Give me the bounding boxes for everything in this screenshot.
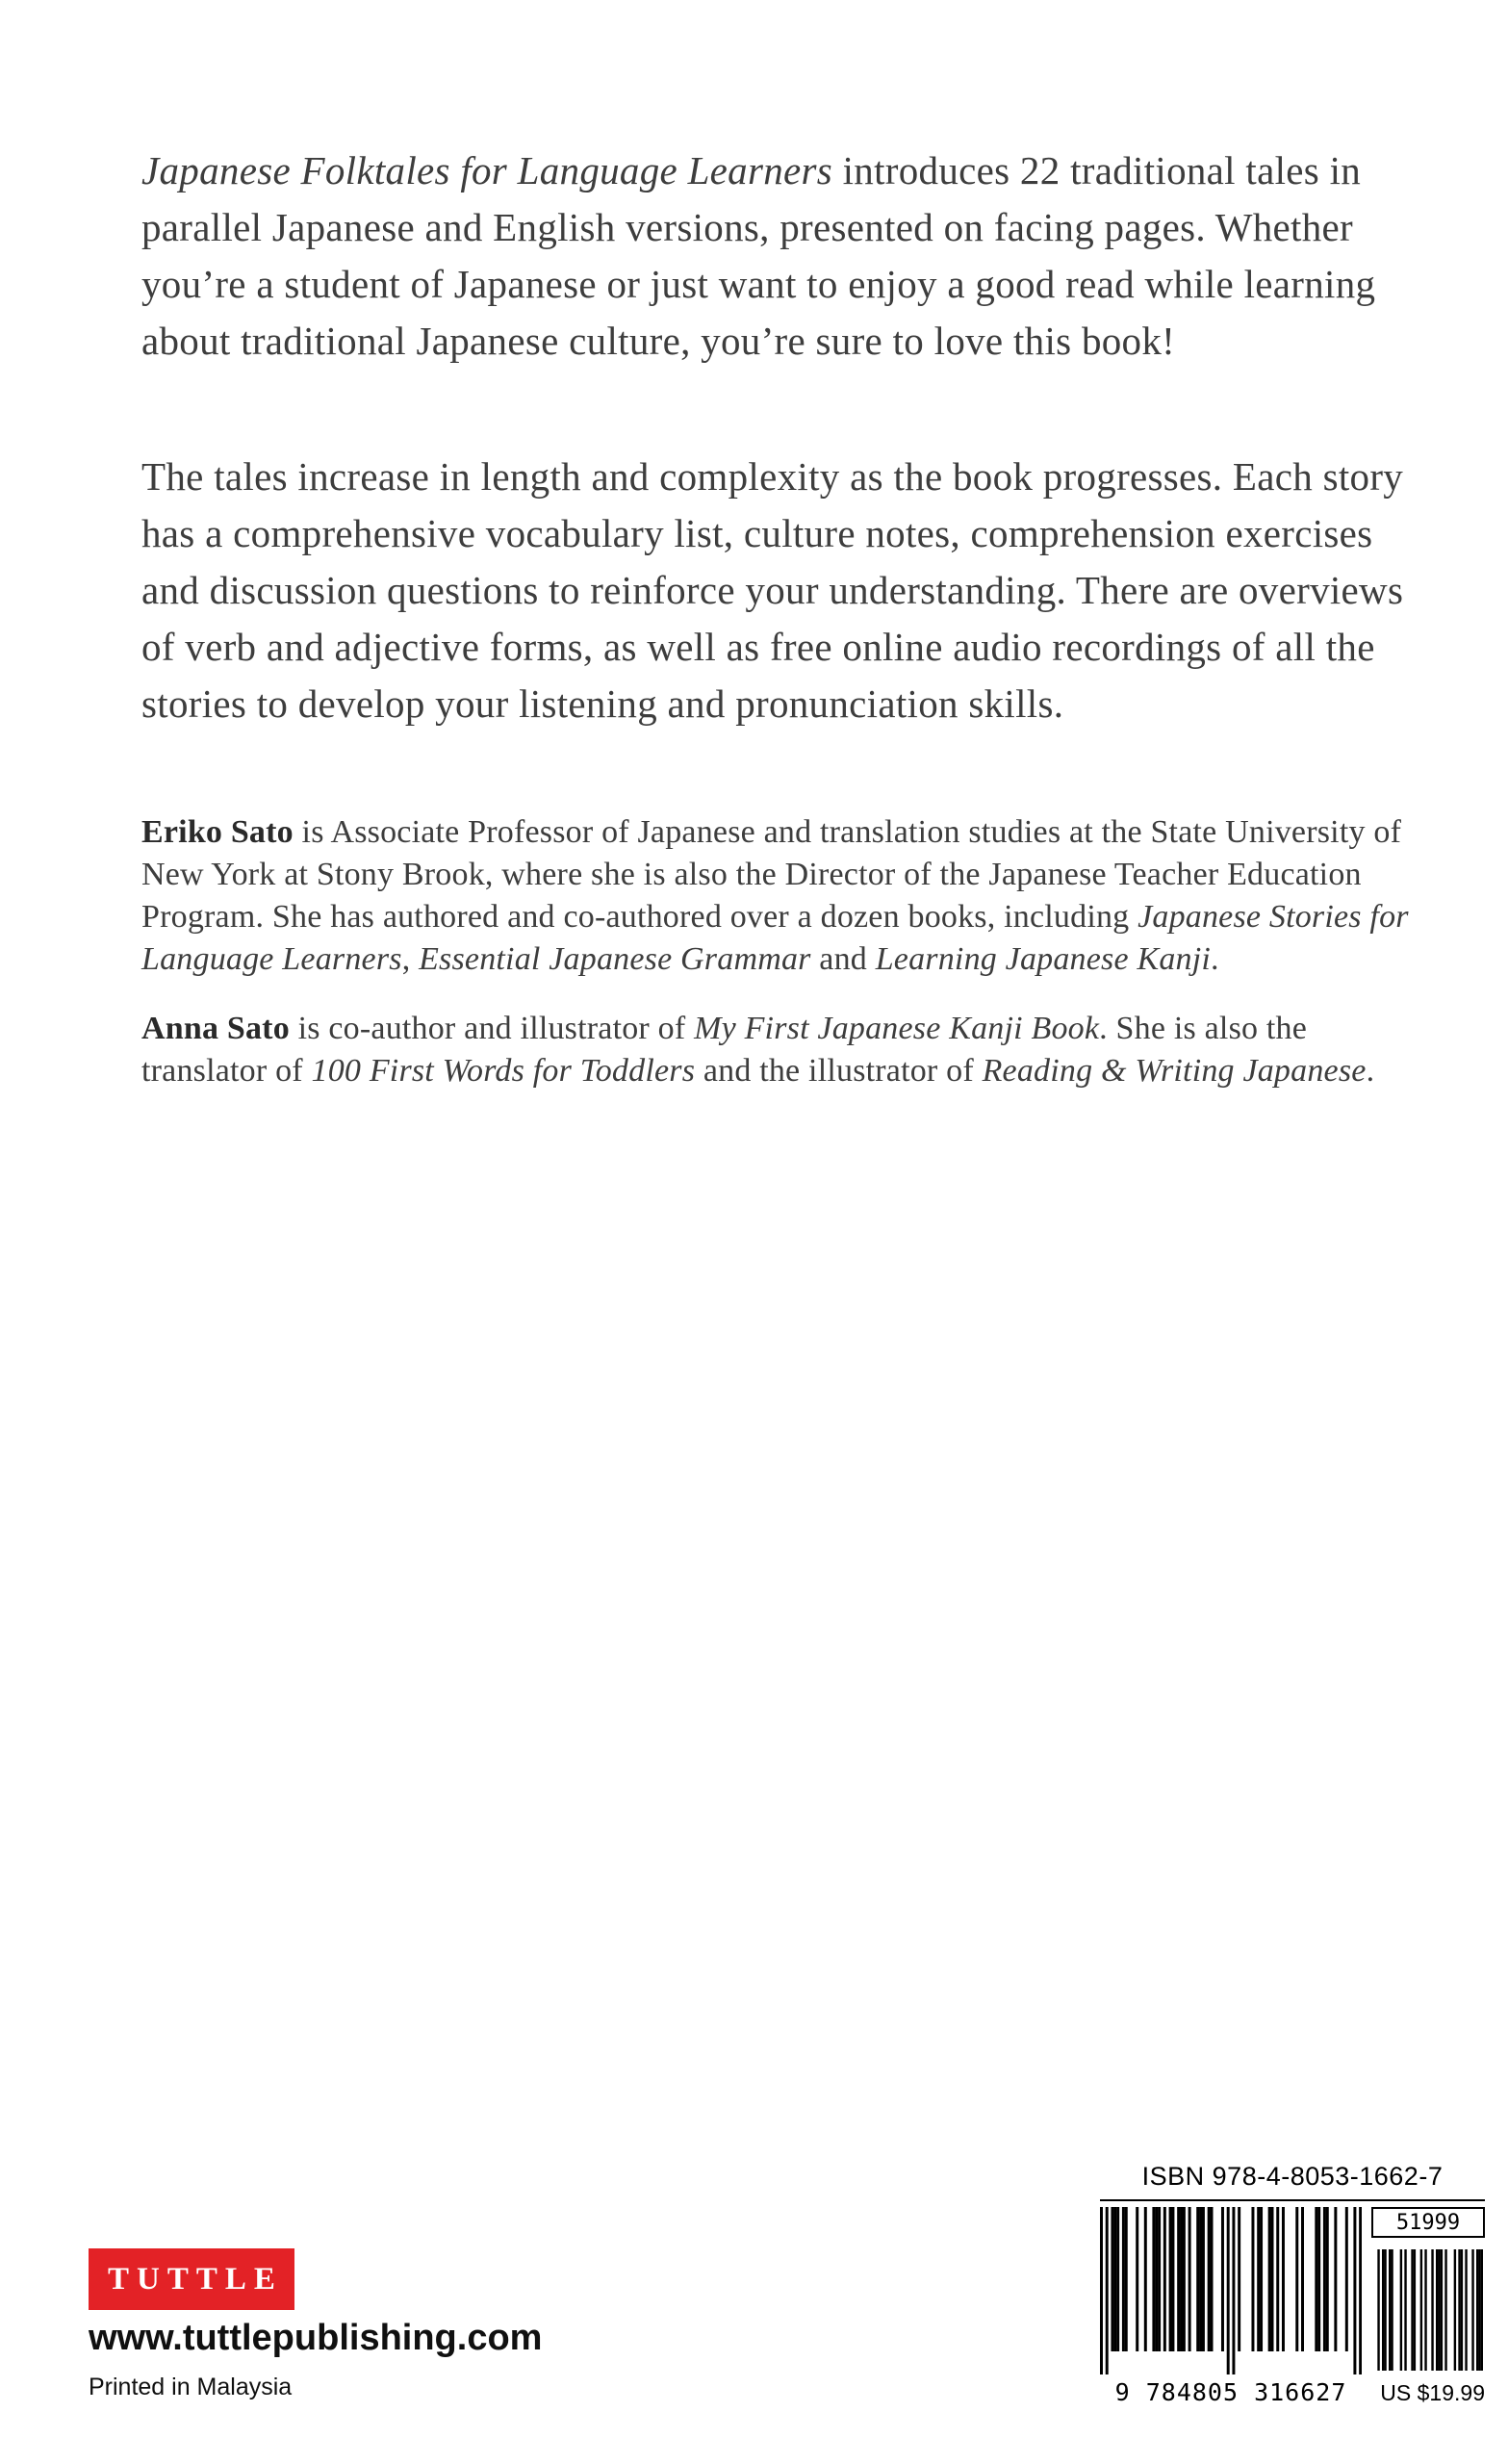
- price-addon-digits: 51999: [1395, 2210, 1461, 2235]
- ean13-barcode: [1100, 2207, 1362, 2374]
- publisher-website: www.tuttlepublishing.com: [89, 2318, 543, 2358]
- price-text: US $19.99: [1380, 2380, 1485, 2405]
- price-addon-label: [1371, 2207, 1485, 2238]
- printed-in-note: Printed in Malaysia: [89, 2374, 293, 2400]
- tuttle-logo-text: TUTTLE: [108, 2261, 283, 2297]
- ean13-digits: 9 784805 316627: [1114, 2378, 1347, 2406]
- barcode-bars-area: [1100, 2205, 1485, 2446]
- paragraph: The tales increase in length and complexity as the book progresses. Each story has a comprehensive vocabulary list, culture notes, comprehension exercises and discussion questions to reinforce your understanding. There are overviews of verb and adjective forms, as well as free online audio recordings of all the stories to develop your listening and pronunciation skills.: [141, 454, 1404, 726]
- ean5-addon-barcode: [1375, 2249, 1483, 2371]
- barcode-block: [1100, 2162, 1485, 2446]
- paragraph: Anna Sato is co-author and illustrator of My First Japanese Kanji Book. She is also the translator of 100 First Words for Toddlers and the illustrator of Reading & Writing Japanese.: [141, 1011, 1375, 1089]
- isbn-divider: [1100, 2199, 1485, 2201]
- isbn-label: ISBN 978-4-8053-1662-7: [1141, 2162, 1444, 2191]
- tuttle-logo: [89, 2248, 294, 2310]
- paragraph: Eriko Sato is Associate Professor of Japanese and translation studies at the State University of New York at Stony Brook, where she is also the Director of the Japanese Teacher Education Program. She has authored and co-authored over a dozen books, including Japanese Stories for Language Learners, Essential Japanese Grammar and Learning Japanese Kanji.: [141, 814, 1409, 977]
- paragraph: Japanese Folktales for Language Learners introduces 22 traditional tales in parallel Japanese and English versions, presented on facing pages. Whether you’re a student of Japanese or just want to enjoy a good read while learning about traditional Japanese culture, you’re sure to love this book!: [141, 148, 1376, 363]
- body-copy: [141, 142, 1421, 1119]
